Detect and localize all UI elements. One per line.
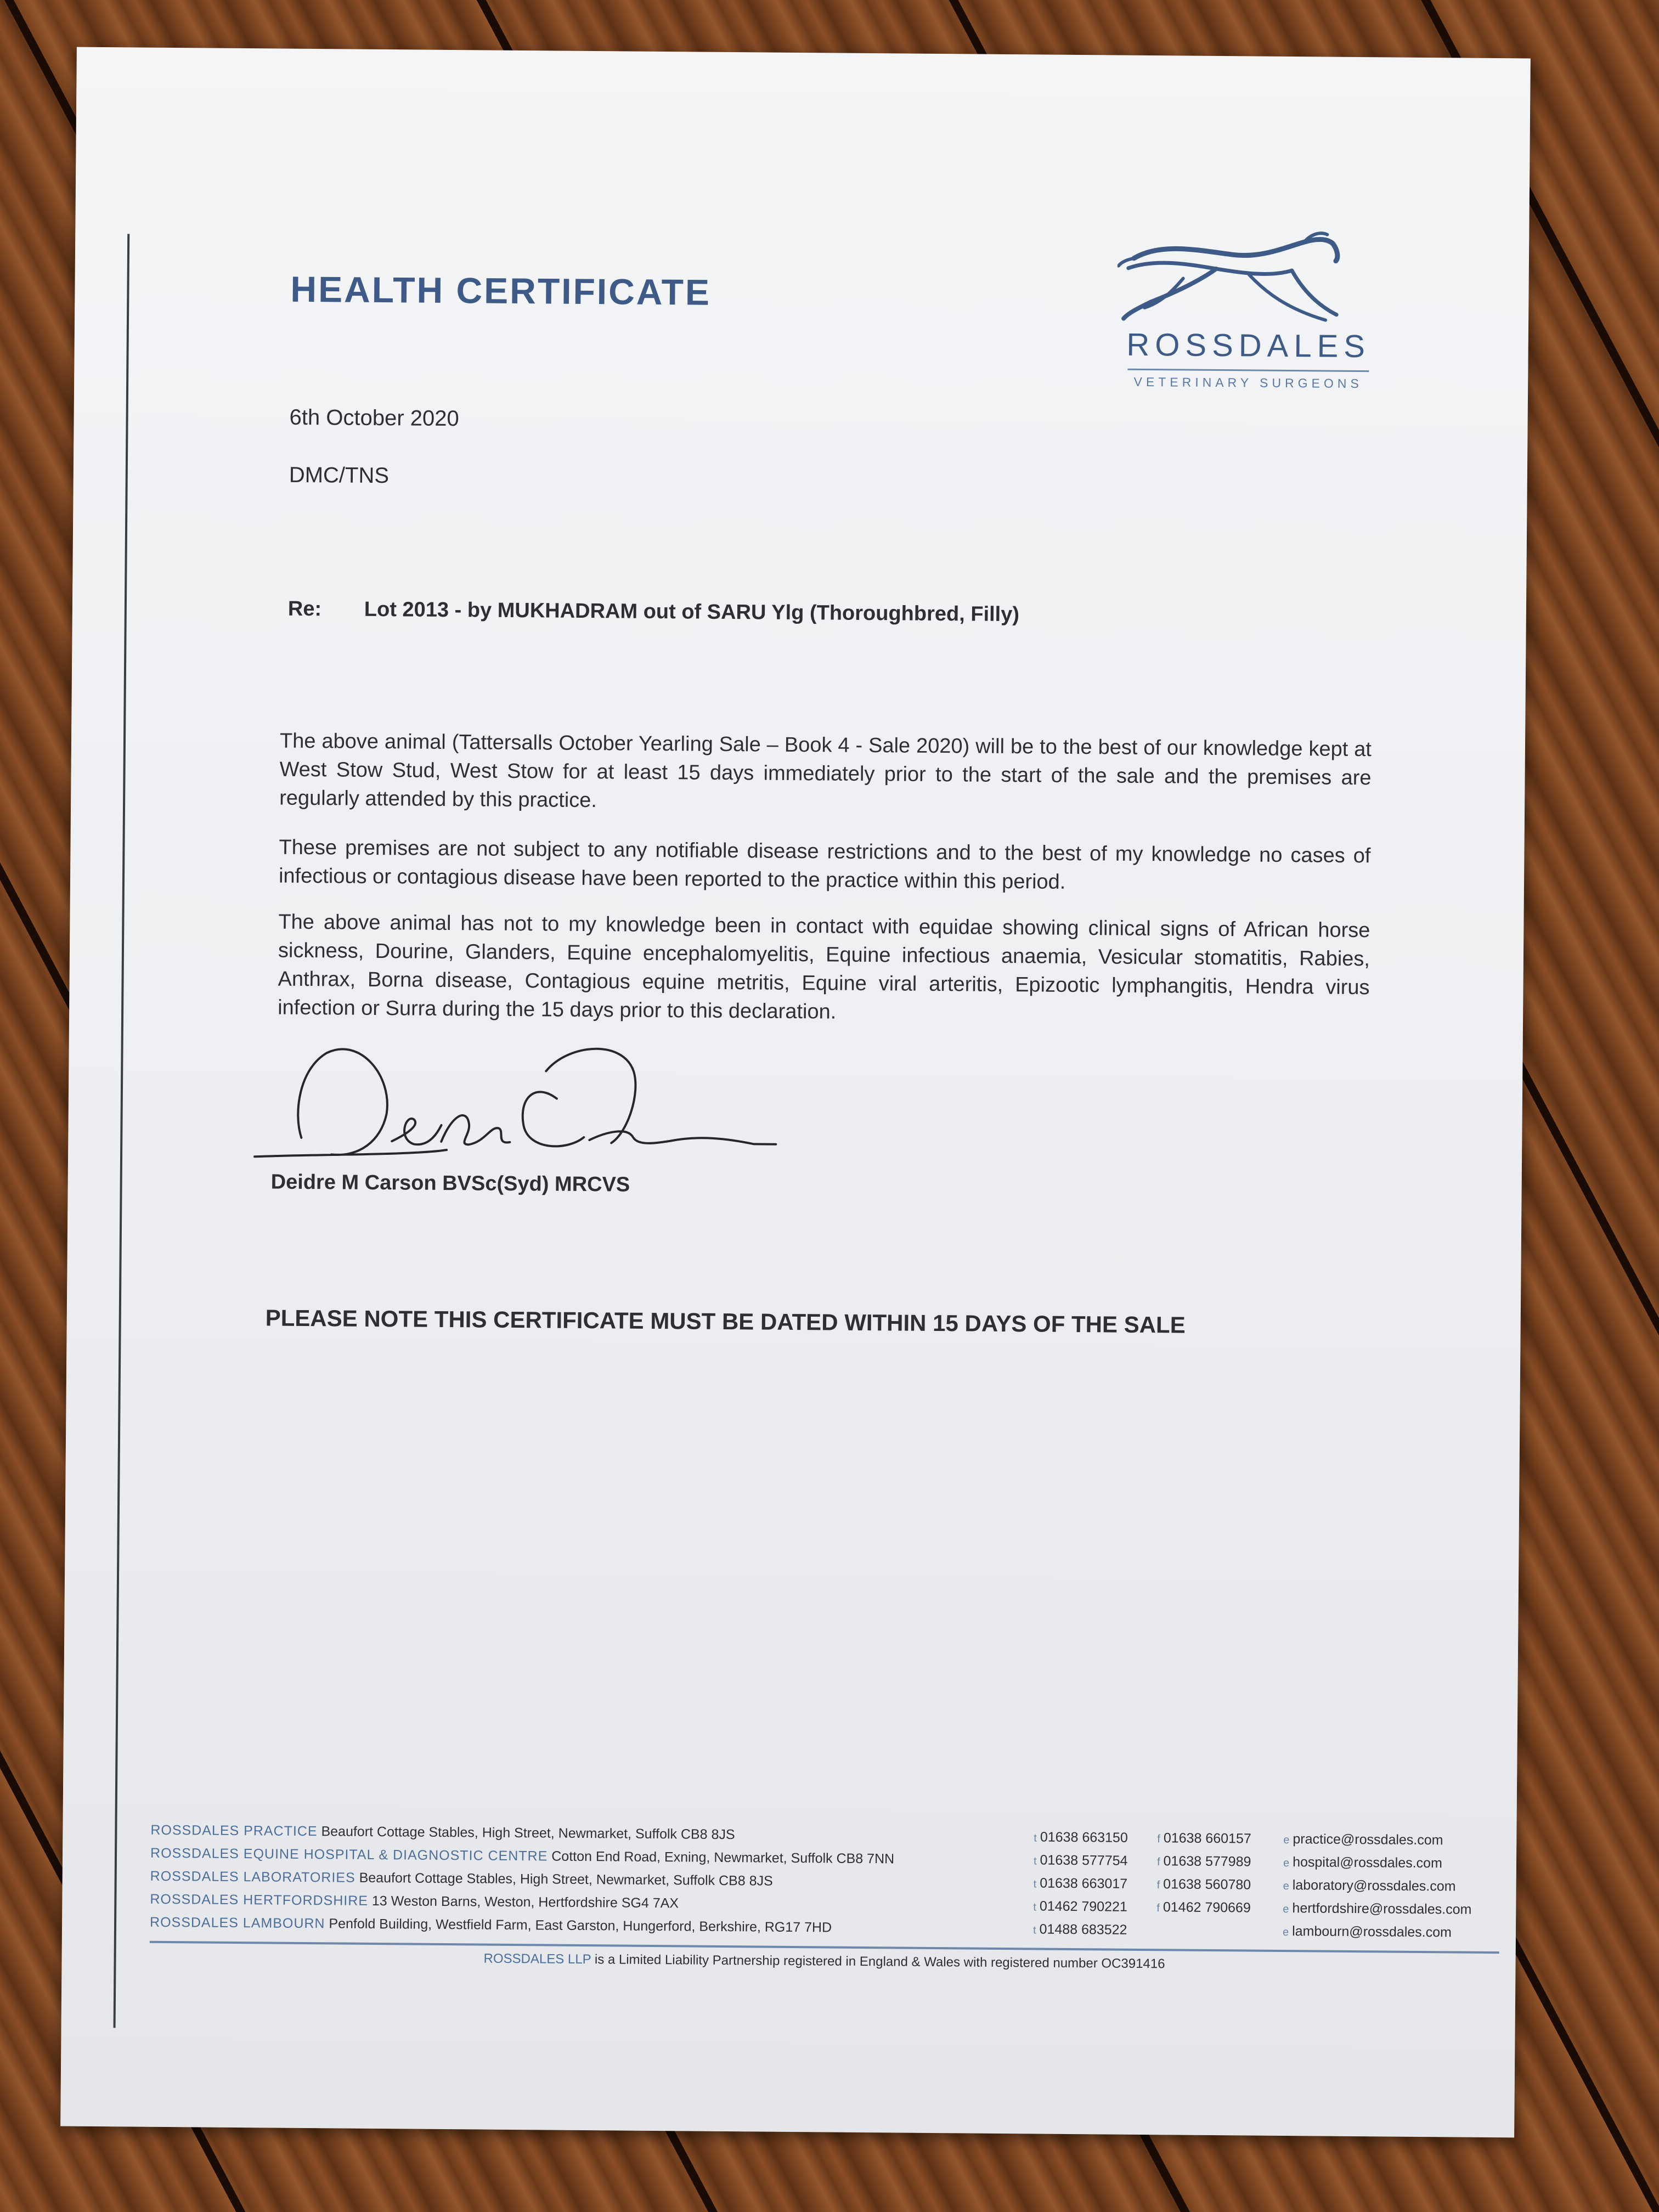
- branch-tel: 01638 663017: [1040, 1875, 1128, 1892]
- fax-prefix: f: [1156, 1879, 1160, 1892]
- branch-email: lambourn@rossdales.com: [1292, 1923, 1452, 1940]
- branch-email: laboratory@rossdales.com: [1292, 1877, 1456, 1894]
- email-prefix: e: [1283, 1880, 1289, 1893]
- email-prefix: e: [1283, 1903, 1289, 1916]
- galloping-horse-icon: [1117, 225, 1348, 331]
- branch-tel: 01638 577754: [1040, 1852, 1128, 1869]
- branch-name: ROSSDALES HERTFORDSHIRE: [150, 1891, 369, 1909]
- email-prefix: e: [1283, 1834, 1290, 1847]
- letter-date: 6th October 2020: [289, 405, 459, 431]
- branch-email: hertfordshire@rossdales.com: [1292, 1900, 1472, 1917]
- legal-text: is a Limited Liability Partnership registered in England & Wales with registered number OC391416: [594, 1952, 1165, 1972]
- validity-notice: PLEASE NOTE THIS CERTIFICATE MUST BE DATED WITHIN 15 DAYS OF THE SALE: [265, 1305, 1186, 1338]
- legal-notice: [149, 1949, 1499, 1974]
- tel-prefix: t: [1032, 1924, 1036, 1937]
- paragraph-location: The above animal (Tattersalls October Yearling Sale – Book 4 - Sale 2020) will be to the best of our knowledge kept at West Stow Stud, West Stow for at least 15 days immediately prior to the start of the sale and the premises are regularly attended by this practice.: [279, 729, 1372, 812]
- certificate-page: [60, 47, 1531, 2138]
- email-prefix: e: [1283, 1857, 1290, 1870]
- subject-line: Lot 2013 - by MUKHADRAM out of SARU Ylg (Thoroughbred, Filly): [364, 597, 1020, 627]
- signer-name: Deidre M Carson BVSc(Syd) MRCVS: [270, 1170, 630, 1197]
- branch-name: ROSSDALES LABORATORIES: [150, 1868, 356, 1886]
- document-title: HEALTH CERTIFICATE: [290, 268, 712, 313]
- branch-fax: 01638 560780: [1163, 1876, 1251, 1893]
- branch-tel: 01488 683522: [1039, 1921, 1127, 1938]
- branch-email: practice@rossdales.com: [1293, 1831, 1443, 1848]
- logo-subtitle: VETERINARY SURGEONS: [1133, 374, 1363, 391]
- logo-wordmark: ROSSDALES: [1126, 326, 1371, 365]
- fax-prefix: f: [1157, 1833, 1160, 1846]
- branch-address: Cotton End Road, Exning, Newmarket, Suffolk CB8 7NN: [551, 1848, 895, 1867]
- paragraph-restrictions: These premises are not subject to any notifiable disease restrictions and to the best of my knowledge no cases of infectious or contagious disease have been reported to the practice within this period.: [278, 836, 1371, 894]
- tel-prefix: t: [1034, 1832, 1037, 1844]
- branch-address: Beaufort Cottage Stables, High Street, Newmarket, Suffolk CB8 8JS: [359, 1870, 773, 1889]
- paragraph-disease-contact: The above animal has not to my knowledge been in contact with equidae showing clinical signs of African horse sickness, Dourine, Glanders, Equine encephalomyelitis, Equine infectious anaemia, Vesicular stomatitis, Rabies, Anthrax, Borna disease, Contagious equine metritis, Equine viral arteritis, Epizootic lymphangitis, Hendra virus infection or Surra during the 15 days prior to this declaration.: [278, 910, 1370, 1024]
- subject-label: Re:: [287, 597, 322, 621]
- email-prefix: e: [1282, 1926, 1289, 1939]
- tel-prefix: t: [1033, 1878, 1037, 1891]
- legal-entity-name: ROSSDALES LLP: [483, 1951, 591, 1967]
- branch-fax: 01638 577989: [1163, 1853, 1251, 1870]
- branch-address: 13 Weston Barns, Weston, Hertfordshire SG4 7AX: [371, 1893, 679, 1911]
- branch-email: hospital@rossdales.com: [1293, 1854, 1442, 1871]
- fax-prefix: f: [1156, 1856, 1160, 1869]
- branch-name: ROSSDALES LAMBOURN: [149, 1914, 325, 1932]
- branch-address: Penfold Building, Westfield Farm, East Garston, Hungerford, Berkshire, RG17 7HD: [329, 1916, 832, 1936]
- margin-line: [114, 234, 130, 2028]
- letterhead-footer: [149, 1822, 1500, 1974]
- handwritten-signature: [249, 1030, 799, 1177]
- letter-reference: DMC/TNS: [289, 462, 390, 488]
- tel-prefix: t: [1033, 1855, 1037, 1867]
- branch-address: Beaufort Cottage Stables, High Street, Newmarket, Suffolk CB8 8JS: [321, 1824, 735, 1843]
- branch-fax: 01638 660157: [1163, 1830, 1251, 1847]
- branch-fax: 01462 790669: [1163, 1899, 1251, 1916]
- branch-tel: 01638 663150: [1040, 1829, 1128, 1846]
- branch-name: ROSSDALES EQUINE HOSPITAL & DIAGNOSTIC CENTRE: [150, 1845, 548, 1864]
- fax-prefix: f: [1156, 1902, 1160, 1915]
- tel-prefix: t: [1033, 1901, 1036, 1914]
- branch-name: ROSSDALES PRACTICE: [150, 1822, 318, 1839]
- branch-tel: 01462 790221: [1039, 1898, 1127, 1915]
- rossdales-logo: [1111, 225, 1386, 391]
- logo-divider: [1127, 369, 1369, 372]
